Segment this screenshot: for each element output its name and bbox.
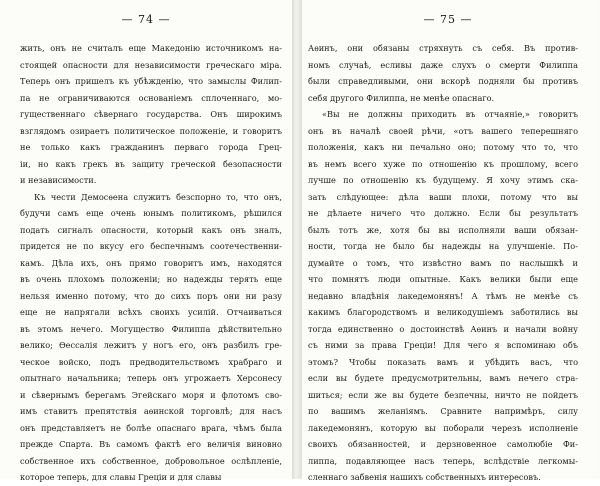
- text-line: Теперь онъ пришелъ къ убѣжденію, что замыслы Филип-: [20, 76, 282, 86]
- text-line: камъ. Дѣла ихъ, онъ прямо говоритъ имъ, находятся: [20, 257, 282, 268]
- text-line: себя другого Филиппа, не менѣе опаснаго.: [308, 92, 495, 103]
- text-line: па не ограничиваются основаніемъ сплоченнаго, мо-: [20, 92, 282, 103]
- text-line: по вашимъ желаніямъ. Сравните напримѣръ, силу: [308, 406, 578, 416]
- text-line: и независимости.: [20, 175, 97, 185]
- text-line: шиться; если же вы будете безпечны, ничто не пойдетъ: [308, 389, 578, 400]
- text-line: этомъ? Чтобы показать вамъ и убѣдить васъ, что: [308, 356, 578, 367]
- text-line: онъ представляетъ не болѣе опаснаго врага, чѣмъ была: [20, 422, 282, 433]
- text-line: лучше по отношенію къ будущему. Я хочу этимъ ска-: [308, 175, 578, 185]
- text-line: имъ ставитъ препятствія аѳинской торговлѣ; для насъ: [20, 406, 282, 416]
- text-line: былъ тотъ же, хотя бы вы исполняли ваши обязан-: [308, 224, 578, 235]
- text-line: съ ними за права Греціи! Для чего я вспоминаю объ: [308, 340, 578, 350]
- text-line: которое теперь, для славы Греціи и для славы: [20, 472, 222, 482]
- text-line: были справедливыми, они вскорѣ подняли бы противъ: [308, 76, 578, 86]
- page-number-left: — 74 —: [121, 13, 171, 26]
- text-line: сленнаго забвенія нашихъ собственныхъ интересовъ.: [308, 472, 541, 482]
- text-line: недавно владѣнія лакедемонянъ! А тѣмъ не менѣе съ: [308, 290, 578, 301]
- text-line: ческое войско, подъ предводительствомъ храбраго и: [20, 356, 282, 367]
- text-line: нельзя именно потому, что до сихъ поръ они ни разу: [20, 290, 282, 301]
- text-line: въ этомъ нечего. Могущество Филиппа дѣйствительно: [20, 323, 282, 334]
- text-line: іи, но какъ грекъ въ защиту греческой безопасности: [20, 158, 282, 169]
- text-line: ности, тогда не было бы надежды на улучшеніе. По-: [308, 241, 578, 251]
- left-page-text: [20, 40, 282, 486]
- text-line: что помнятъ люди опытные. Какъ велики были еще: [308, 274, 578, 284]
- text-line: какимъ благородствомъ и великодушіемъ заботились вы: [308, 307, 578, 317]
- text-line: будучи самъ еще очень юнымъ политикомъ, рѣшился: [20, 208, 282, 218]
- text-line: своихъ обязанностей, и дерзновенное самолюбіе Фи-: [308, 439, 578, 449]
- text-line: онъ въ началѣ своей рѣчи, «отъ вашего теперешняго: [308, 125, 578, 136]
- right-page: [302, 0, 594, 482]
- left-page: [0, 0, 292, 482]
- text-line: подать сигналъ опасности, который какъ онъ зналъ,: [20, 224, 282, 235]
- text-line: прежде Спарта. Въ самомъ фактѣ его величія виновно: [20, 439, 282, 449]
- book-gutter: [292, 0, 302, 479]
- text-line: «Вы не должны приходить въ отчаяніе,» говоритъ: [322, 109, 578, 119]
- text-line: если вы будете предусмотрительны, вамъ нечего стра-: [308, 373, 578, 383]
- text-line: Аѳинъ, они обязаны стряхнуть съ себя. Въ против-: [308, 43, 578, 53]
- right-page-text: [308, 40, 578, 486]
- text-line: стоящей опасности для независимости греческаго міра.: [20, 59, 282, 70]
- text-line: не дѣлаете ничего что должно. Если бы результатъ: [308, 208, 578, 218]
- text-line: тогда единственно о достоинствѣ Аѳинъ и начали войну: [308, 323, 578, 334]
- text-line: придется не по вкусу его беспечнымъ соотечественни-: [20, 241, 282, 251]
- text-line: еще не напрягали всѣхъ своихъ усилій. Отчаиваться: [20, 307, 282, 317]
- text-line: положенія, какъ ни печально оно; потому что то, что: [308, 142, 578, 152]
- text-line: въ очень плохомъ положеніи; но надежды терять еще: [20, 274, 282, 284]
- text-line: собственное ихъ собственное, добровольное ослѣпленіе,: [20, 455, 282, 466]
- text-line: Къ чести Демосѳена служитъ безспорно то, что онъ,: [34, 191, 282, 202]
- text-line: опытнаго начальника; теперь онъ угрожаетъ Херсонесу: [20, 373, 282, 383]
- text-line: номъ случаѣ, есливы даже слухъ о смерти Филиппа: [308, 59, 578, 70]
- page-number-right: — 75 —: [423, 13, 473, 26]
- text-line: липпа, подавляющее насъ теперь, вслѣдствіе легкомы-: [308, 455, 578, 466]
- text-line: думайте о томъ, что извѣстно вамъ по наслышкѣ и: [308, 257, 578, 268]
- text-line: и сѣвернымъ берегамъ Эгейскаго моря и флотомъ сво-: [20, 389, 282, 400]
- text-line: велико; Ѳессалія лежитъ у ногъ его, онъ разбилъ гре-: [20, 340, 282, 350]
- text-line: гущественнаго сѣвернаго государства. Онъ широкимъ: [20, 109, 282, 119]
- text-line: лакедемонянъ, которую вы поборали черезъ исполненіе: [308, 422, 578, 433]
- text-line: не только какъ гражданинъ перваго города Грец-: [20, 142, 282, 152]
- text-line: взглядомъ озираетъ политическое положеніе, и говоритъ: [20, 125, 282, 136]
- text-line: въ немъ всего хуже по отношенію къ прошлому, всего: [308, 158, 578, 169]
- text-line: жить, онъ не считалъ еще Македонію источникомъ на-: [20, 43, 282, 53]
- text-line: зать слѣдующее: дѣла ваши плохи, потому что вы: [308, 191, 578, 202]
